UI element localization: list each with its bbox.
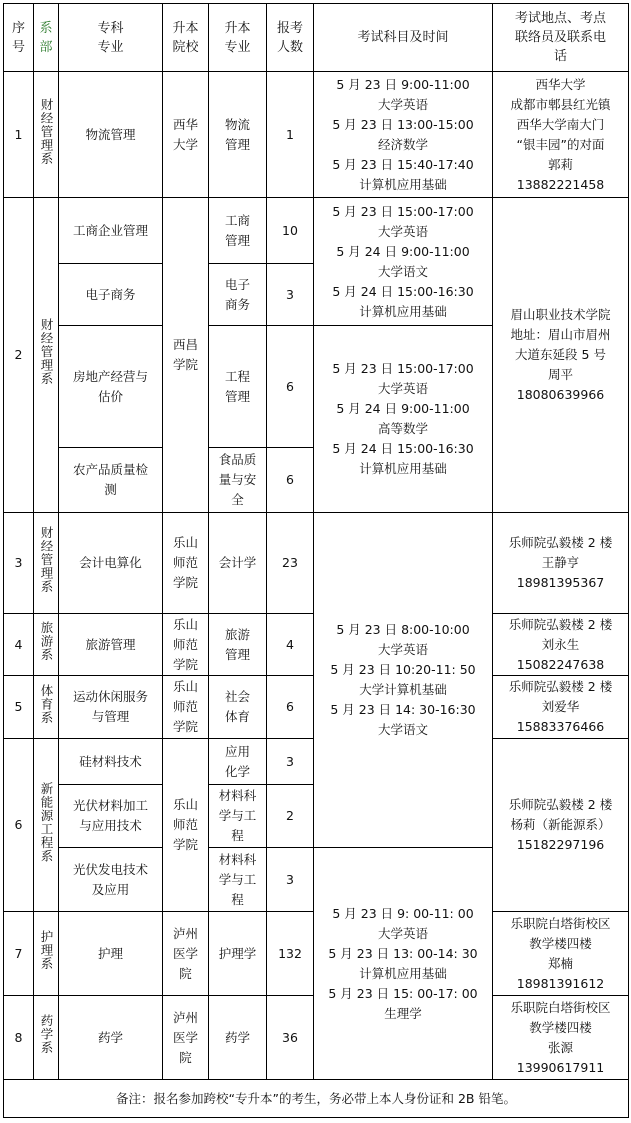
target-major-cell: 材料科学与工程	[209, 848, 267, 912]
major-cell: 会计电算化	[59, 513, 163, 614]
major-cell: 物流管理	[59, 72, 163, 198]
count-cell: 36	[267, 996, 314, 1080]
seq-cell: 2	[4, 198, 34, 513]
note-text: 备注：报名参加跨校“专升本”的考生，务必带上本人身份证和 2B 铅笔。	[4, 1080, 629, 1118]
school-cell: 乐山师范学院	[163, 676, 209, 739]
target-major-cell: 电子商务	[209, 264, 267, 326]
seq-cell: 6	[4, 739, 34, 912]
header-count: 报考人数	[267, 4, 314, 72]
target-major-cell: 工商管理	[209, 198, 267, 264]
exam-location-cell: 乐职院白塔街校区 教学楼四楼 张源 13990617911	[493, 996, 629, 1080]
dept-cell: 体育系	[34, 676, 59, 739]
major-cell: 电子商务	[59, 264, 163, 326]
seq-cell: 1	[4, 72, 34, 198]
school-cell: 乐山师范学院	[163, 513, 209, 614]
seq-cell: 3	[4, 513, 34, 614]
school-cell: 泸州医学院	[163, 912, 209, 996]
target-major-cell: 食品质量与安全	[209, 448, 267, 513]
major-cell: 护理	[59, 912, 163, 996]
seq-cell: 5	[4, 676, 34, 739]
dept-cell: 旅游系	[34, 614, 59, 676]
count-cell: 6	[267, 448, 314, 513]
header-location: 考试地点、考点联络员及联系电话	[493, 4, 629, 72]
count-cell: 10	[267, 198, 314, 264]
exam-schedule-table	[3, 3, 629, 1118]
dept-cell: 护理系	[34, 912, 59, 996]
table-row	[4, 513, 629, 614]
school-cell: 乐山师范学院	[163, 739, 209, 912]
exam-location-cell: 眉山职业技术学院 地址：眉山市眉州 大道东延段 5 号 周平 18080639966	[493, 198, 629, 513]
target-major-cell: 社会体育	[209, 676, 267, 739]
header-seq: 序号	[4, 4, 34, 72]
target-major-cell: 材料科学与工程	[209, 785, 267, 848]
count-cell: 132	[267, 912, 314, 996]
header-major: 专科专业	[59, 4, 163, 72]
major-cell: 农产品质量检测	[59, 448, 163, 513]
exam-subjects-cell: 5 月 23 日 8:00-10:00 大学英语 5 月 23 日 10:20-11: 50 大学计算机基础 5 月 23 日 14: 30-16:30 大学语文	[314, 513, 493, 848]
dept-cell: 财经管理系	[34, 72, 59, 198]
header-row	[4, 4, 629, 72]
school-cell: 西华大学	[163, 72, 209, 198]
dept-cell: 药学系	[34, 996, 59, 1080]
target-major-cell: 会计学	[209, 513, 267, 614]
major-cell: 运动休闲服务与管理	[59, 676, 163, 739]
header-subjects: 考试科目及时间	[314, 4, 493, 72]
target-major-cell: 工程管理	[209, 326, 267, 448]
target-major-cell: 物流管理	[209, 72, 267, 198]
seq-cell: 4	[4, 614, 34, 676]
major-cell: 房地产经营与估价	[59, 326, 163, 448]
exam-location-cell: 乐师院弘毅楼 2 楼 刘爱华 15883376466	[493, 676, 629, 739]
exam-subjects-cell: 5 月 23 日 15:00-17:00 大学英语 5 月 24 日 9:00-11:00 大学语文 5 月 24 日 15:00-16:30 计算机应用基础	[314, 198, 493, 326]
major-cell: 光伏发电技术及应用	[59, 848, 163, 912]
major-cell: 旅游管理	[59, 614, 163, 676]
count-cell: 2	[267, 785, 314, 848]
target-major-cell: 护理学	[209, 912, 267, 996]
major-cell: 工商企业管理	[59, 198, 163, 264]
count-cell: 6	[267, 676, 314, 739]
exam-location-cell: 乐师院弘毅楼 2 楼 杨莉（新能源系） 15182297196	[493, 739, 629, 912]
header-dept: 系部	[34, 4, 59, 72]
table-row	[4, 72, 629, 198]
school-cell: 西昌学院	[163, 198, 209, 513]
dept-cell: 财经管理系	[34, 198, 59, 513]
exam-subjects-cell: 5 月 23 日 9: 00-11: 00 大学英语 5 月 23 日 13: 00-14: 30 计算机应用基础 5 月 23 日 15: 00-17: 00 生理学	[314, 848, 493, 1080]
count-cell: 6	[267, 326, 314, 448]
dept-cell: 财经管理系	[34, 513, 59, 614]
exam-location-cell: 乐师院弘毅楼 2 楼 刘永生 15082247638	[493, 614, 629, 676]
target-major-cell: 药学	[209, 996, 267, 1080]
major-cell: 光伏材料加工与应用技术	[59, 785, 163, 848]
header-target-school: 升本院校	[163, 4, 209, 72]
count-cell: 3	[267, 739, 314, 785]
exam-location-cell: 乐职院白塔街校区 教学楼四楼 郑楠 18981391612	[493, 912, 629, 996]
school-cell: 乐山师范学院	[163, 614, 209, 676]
target-major-cell: 旅游管理	[209, 614, 267, 676]
dept-cell: 新能源工程系	[34, 739, 59, 912]
count-cell: 23	[267, 513, 314, 614]
count-cell: 3	[267, 848, 314, 912]
seq-cell: 8	[4, 996, 34, 1080]
exam-location-cell: 西华大学 成都市郫县红光镇 西华大学南大门 “银丰园”的对面 郭莉 13882221458	[493, 72, 629, 198]
table-row	[4, 198, 629, 264]
major-cell: 药学	[59, 996, 163, 1080]
major-cell: 硅材料技术	[59, 739, 163, 785]
exam-subjects-cell: 5 月 23 日 9:00-11:00 大学英语 5 月 23 日 13:00-15:00 经济数学 5 月 23 日 15:40-17:40 计算机应用基础	[314, 72, 493, 198]
seq-cell: 7	[4, 912, 34, 996]
target-major-cell: 应用化学	[209, 739, 267, 785]
note-row	[4, 1080, 629, 1118]
school-cell: 泸州医学院	[163, 996, 209, 1080]
exam-location-cell: 乐师院弘毅楼 2 楼 王静亨 18981395367	[493, 513, 629, 614]
count-cell: 4	[267, 614, 314, 676]
count-cell: 3	[267, 264, 314, 326]
header-target-major: 升本专业	[209, 4, 267, 72]
exam-subjects-cell: 5 月 23 日 15:00-17:00 大学英语 5 月 24 日 9:00-11:00 高等数学 5 月 24 日 15:00-16:30 计算机应用基础	[314, 326, 493, 513]
count-cell: 1	[267, 72, 314, 198]
